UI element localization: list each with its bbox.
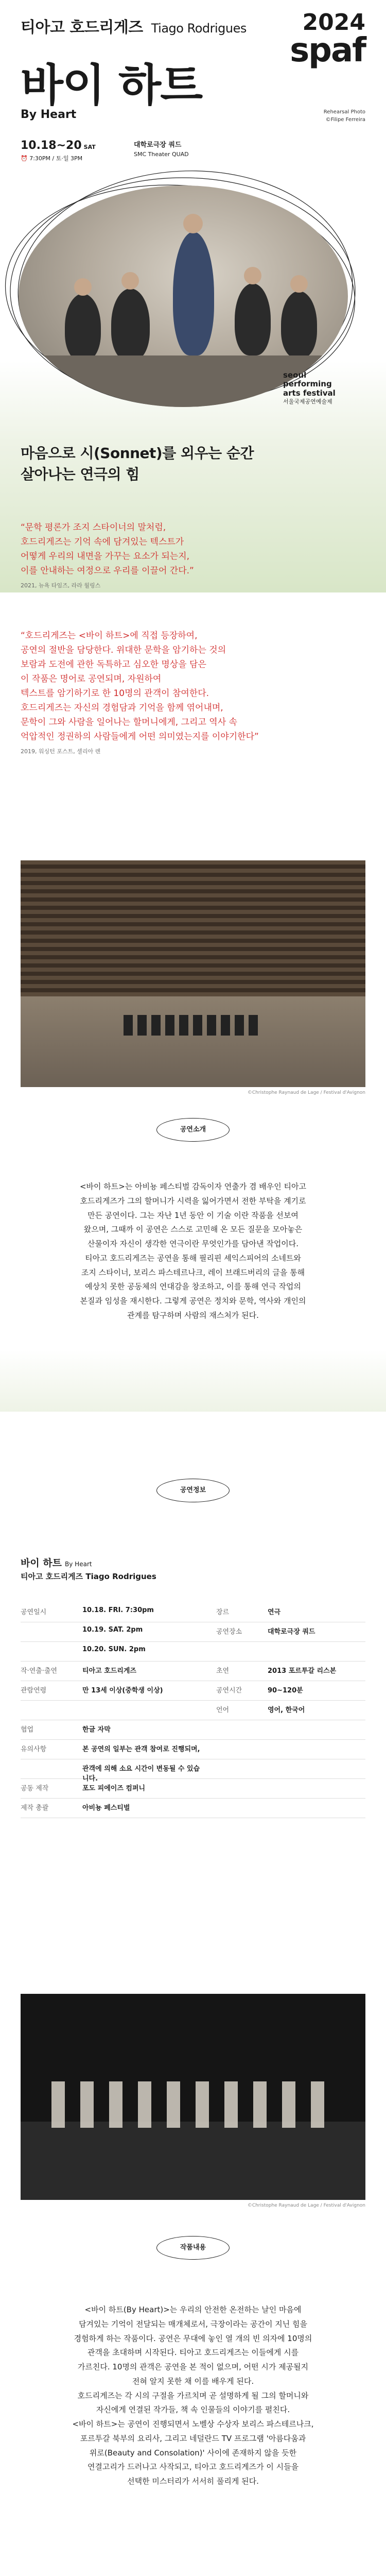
info-key: 공연장소 — [216, 1628, 242, 1636]
hero-note: Rehearsal Photo ©Filipe Ferreira — [323, 109, 365, 123]
quote-line: “문학 평론가 조지 스타이너의 말처럼, — [21, 522, 166, 533]
info-row — [21, 1739, 365, 1759]
festival-badge — [283, 371, 365, 405]
intro-line: 티아고 호드리게즈는 공연을 통해 필리핀 셰익스피어의 소네트와 — [85, 1253, 301, 1263]
info-value: 10.20. SUN. 2pm — [82, 1646, 146, 1653]
show-title: 바이 하트 — [21, 60, 202, 111]
photo-credit-1: ©Christophe Raynaud de Lage / Festival d'Avignon — [247, 1090, 365, 1095]
press-quote-1 — [21, 520, 329, 590]
intro-line: 조지 스타이너, 보리스 파스테르나크, 레이 브래드버리의 글을 통해 — [81, 1267, 305, 1277]
synopsis-line: 선택한 미스터리가 서서히 풀리게 된다. — [127, 2477, 259, 2486]
info-show-title-en: By Heart — [65, 1561, 92, 1568]
info-value: 10.19. SAT. 2pm — [82, 1626, 143, 1634]
synopsis-line: 전혀 알지 못한 채 이를 배우게 된다. — [132, 2376, 254, 2386]
info-value: 10.18. FRI. 7:30pm — [82, 1606, 154, 1614]
intro-line: 왔으며, 그때까 이 공연은 스스로 고민해 온 모든 질문을 모아놓은 — [83, 1225, 303, 1234]
info-value: 포도 피에이즈 컴퍼니 — [82, 1785, 146, 1792]
info-row — [21, 1778, 365, 1799]
info-value: 만 13세 이상(중학생 이상) — [82, 1687, 163, 1694]
festival-logo — [290, 9, 365, 70]
synopsis-text — [21, 2303, 365, 2489]
photo-credit-2: ©Christophe Raynaud de Lage / Festival d'Avignon — [247, 2203, 365, 2208]
headline-line-1: 마음으로 시(Sonnet)를 외우는 순간 — [21, 445, 254, 462]
start-date: 10.18 — [21, 139, 57, 152]
quote-line: 호드리게즈는 자신의 경험담과 기억을 함께 엮어내며, — [21, 703, 223, 714]
badge-kr: 서울국제공연예술제 — [283, 398, 332, 405]
synopsis-line: 가르친다. 10명의 관객은 공연을 본 적이 없으며, 어떤 시가 제공될지 — [77, 2362, 309, 2371]
info-value: 연극 — [268, 1608, 281, 1616]
info-key: 작·연출·출연 — [21, 1667, 58, 1675]
info-key: 협업 — [21, 1726, 34, 1734]
stage-photo-1 — [21, 860, 365, 1087]
intro-line: 산물이자 자신이 생각한 연극이란 무엇인가를 담아낸 작업이다. — [87, 1239, 299, 1248]
info-row — [21, 1700, 365, 1720]
show-subtitle: By Heart — [21, 108, 77, 121]
intro-line: 만든 공연이다. 그는 자난 1년 동안 이 기술 이란 작품을 선보여 — [87, 1210, 299, 1220]
info-key: 관람연령 — [21, 1687, 47, 1694]
synopsis-line: 관객을 초대하며 시작된다. 티아고 호드리게즈는 이들에게 시를 — [87, 2348, 299, 2358]
artist-name-en: Tiago Rodrigues — [151, 21, 247, 36]
hero-section — [0, 0, 386, 592]
venue-name: 대학로극장 쿼드 — [134, 141, 182, 149]
info-key: 유의사항 — [21, 1745, 47, 1753]
stage-photo-2 — [21, 1994, 365, 2200]
info-value: 본 공연의 일부는 관객 참여로 진행되며, — [82, 1745, 200, 1753]
info-value: 대학로극장 쿼드 — [268, 1628, 315, 1636]
info-value: 2013 포르투갈 리스본 — [268, 1667, 337, 1675]
synopsis-line: 위로(Beauty and Consolation)' 사이에 존재하지 않을 듯한 — [89, 2448, 297, 2458]
badge-line-2: performing — [283, 379, 332, 389]
info-key: 공연일시 — [21, 1608, 47, 1616]
intro-line: 관계를 탐구하며 사람의 재스처가 된다. — [127, 1310, 259, 1320]
date-suffix: SAT — [83, 144, 96, 150]
synopsis-line: 자신에게 연결된 작가들, 책 속 인물들의 이야기를 펼친다. — [96, 2405, 290, 2415]
quote-line: 호드리게즈는 기억 속에 담겨있는 텍스트가 — [21, 537, 184, 548]
intro-line: <바이 하트>는 아비뇽 페스티벌 감독이자 연출가 겸 배우인 티아고 — [79, 1182, 307, 1191]
info-key: 공연시간 — [216, 1687, 242, 1694]
show-times: ⏰ 7:30PM / 토·일 3PM — [21, 155, 83, 162]
intro-line: 호드리게즈가 그의 할머니가 시력을 잃어가면서 전한 부탁을 계기로 — [80, 1196, 306, 1206]
section-label-info: 공연정보 — [156, 1479, 230, 1502]
quote-line: 어떻게 우리의 내면을 가꾸는 요소가 되는지, — [21, 551, 190, 562]
quote-source: 2019, 워싱턴 포스트, 셀리아 렌 — [21, 748, 101, 755]
quote-line: 텍스트를 암기하기로 한 10명의 관객이 참여한다. — [21, 688, 209, 699]
synopsis-line: 연결고리가 드러나고 사작되고, 티아고 호드리게즈가 이 시들을 — [87, 2462, 299, 2472]
headline-line-2: 살아나는 연극의 힘 — [21, 465, 139, 483]
synopsis-line: 경험하게 하는 작품이다. 공연은 무대에 놓인 열 개의 빈 의자에 10명의 — [74, 2333, 312, 2343]
info-key: 장르 — [216, 1608, 230, 1616]
badge-line-1: seoul — [283, 370, 307, 380]
section-label-intro: 공연소개 — [156, 1118, 230, 1142]
synopsis-line: 포르투갈 북부의 요리사, 그리고 네덜란드 TV 프로그램 '아름다움과 — [80, 2433, 306, 2443]
intro-text — [21, 1180, 365, 1323]
quote-source: 2021, 뉴욕 타임즈, 라라 월링스 — [21, 582, 101, 589]
intro-line: 본질과 임성을 재시한다. 그렇게 공연은 정치와 문학, 역사와 개인의 — [80, 1296, 306, 1306]
section-label-synopsis: 작품내용 — [156, 2236, 230, 2260]
synopsis-line: 호드리게즈는 각 시의 구절을 가르치며 곧 설명하게 될 그의 할머니와 — [77, 2391, 309, 2400]
info-artist: 티아고 호드리게즈 Tiago Rodrigues — [21, 1571, 156, 1581]
intro-line: 예상치 못한 공동체의 연대감을 창조하고, 이를 통해 연극 작업의 — [85, 1282, 301, 1292]
info-value: 관객에 의해 소요 시간이 변동될 수 있습니다. — [82, 1765, 200, 1783]
info-key: 제작 총괄 — [21, 1804, 49, 1812]
info-row — [21, 1798, 365, 1818]
info-row — [21, 1622, 365, 1642]
info-value: 아비뇽 페스티벌 — [82, 1804, 130, 1812]
info-key: 공동 제작 — [21, 1785, 49, 1792]
info-value: 90~120분 — [268, 1687, 303, 1694]
info-row — [21, 1641, 365, 1662]
show-dates — [21, 139, 237, 152]
info-row — [21, 1661, 365, 1681]
info-row — [21, 1759, 365, 1783]
info-row — [21, 1681, 365, 1701]
info-key: 언어 — [216, 1706, 230, 1714]
festival-year: 2024 — [302, 9, 365, 36]
press-quote-2 — [21, 629, 329, 757]
info-value: 티아고 호드리게즈 — [82, 1667, 136, 1675]
quote-line: 이 작품은 명어로 공연되며, 자원하여 — [21, 674, 162, 685]
info-key: 초연 — [216, 1667, 230, 1675]
venue — [134, 139, 189, 158]
info-value: 영어, 한국어 — [268, 1706, 305, 1714]
info-show-title: 바이 하트 — [21, 1557, 62, 1569]
end-date: ~20 — [56, 139, 82, 152]
artist-heading — [21, 14, 247, 37]
headline — [21, 443, 254, 485]
quote-line: 억압적인 정권하의 사람들에게 어떤 의미였는지를 이야기한다” — [21, 732, 259, 742]
artist-name-kr: 티아고 호드리게즈 — [21, 19, 143, 37]
info-value: 한글 자막 — [82, 1726, 111, 1734]
info-row — [21, 1720, 365, 1740]
synopsis-line: <바이 하트(By Heart)>는 우리의 안전한 온전하는 날인 마음에 — [84, 2305, 302, 2314]
synopsis-line: 담겨있는 기억이 전달되는 매개체로서, 극장이라는 공간이 지닌 힘을 — [79, 2319, 307, 2329]
quote-line: 보람과 도전에 관한 독특하고 심오한 명상을 담은 — [21, 659, 206, 670]
venue-en: SMC Theater QUAD — [134, 151, 189, 158]
quote-line: 공연의 절반을 담당한다. 위대한 문학을 암기하는 것의 — [21, 645, 226, 656]
synopsis-line: <바이 하트>는 공연이 진행되면서 노벨상 수상자 보리스 파스테르나크, — [72, 2419, 314, 2429]
info-row — [21, 1602, 365, 1622]
quote-line: 이를 안내하는 여정으로 우리를 이끌어 간다.” — [21, 566, 194, 577]
quote-line: “호드리게즈는 <바이 하트>에 직접 등장하여, — [21, 631, 198, 641]
quote-line: 문학이 그와 사람을 일어나는 할머니에게, 그리고 역사 속 — [21, 717, 237, 728]
festival-short-name: spaf — [290, 31, 365, 70]
info-title — [21, 1556, 156, 1582]
badge-line-3: arts festival — [283, 388, 336, 398]
